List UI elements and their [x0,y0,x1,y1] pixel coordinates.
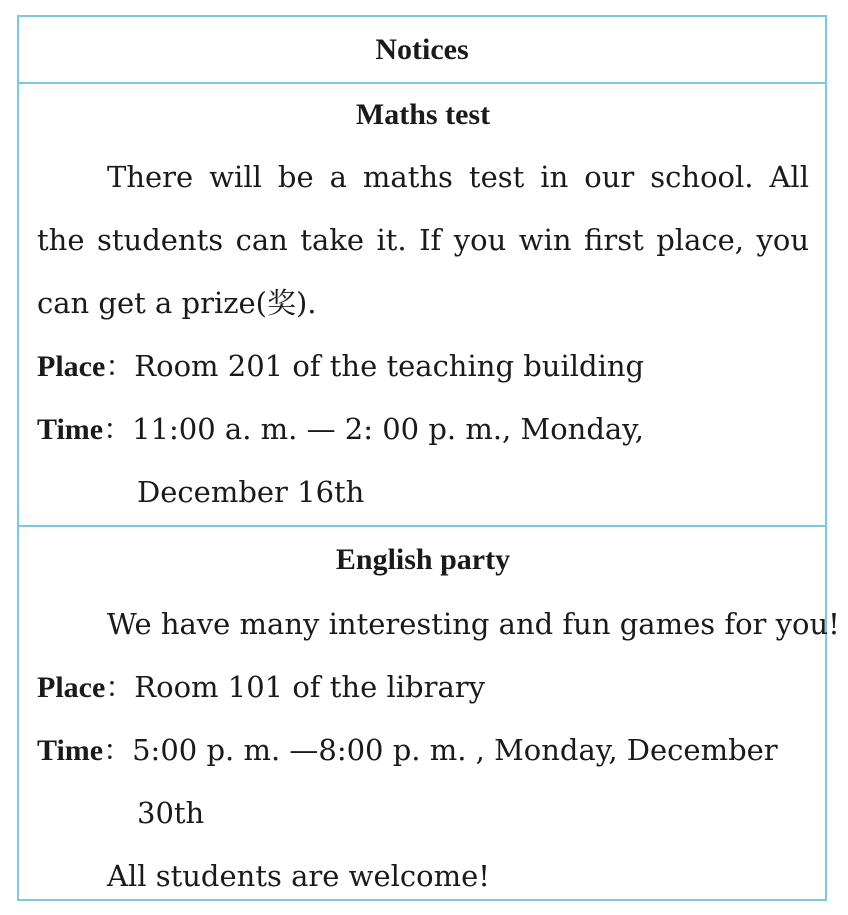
maths-place [37,335,809,398]
maths-text-line-1: There will be a maths test in our school. All [107,160,809,194]
maths-place-label: Place [37,350,106,383]
party-place-value: ：Room 101 of the library [105,670,485,704]
maths-test-heading: Maths test [355,98,491,131]
maths-text-line-3: can get a prize(奖). [37,286,317,320]
maths-time-continued: December 16th [137,475,365,509]
notices-title: Notices [375,32,469,66]
notices-header [19,17,825,84]
party-time-value: ：5:00 p. m. —8:00 p. m. , Monday, December [103,733,778,767]
english-party-section [19,527,840,908]
party-time-label: Time [37,734,104,767]
party-place [37,656,809,719]
maths-text-line-2: the students can take it. If you win first place, you [37,223,809,257]
maths-time [37,398,809,461]
maths-time-value: ：11:00 a. m. — 2: 00 p. m., Monday, [103,412,644,446]
party-welcome: All students are welcome! [107,859,490,893]
english-party-heading: English party [335,543,511,576]
maths-place-value: ：Room 201 of the teaching building [105,349,645,383]
party-place-label: Place [37,671,106,704]
party-time [37,719,809,782]
maths-test-section [19,84,825,527]
maths-time-label: Time [37,413,104,446]
notices-board [17,15,840,901]
party-time-continued: 30th [137,796,205,830]
party-text-line-1: We have many interesting and fun games for you! [107,607,840,641]
